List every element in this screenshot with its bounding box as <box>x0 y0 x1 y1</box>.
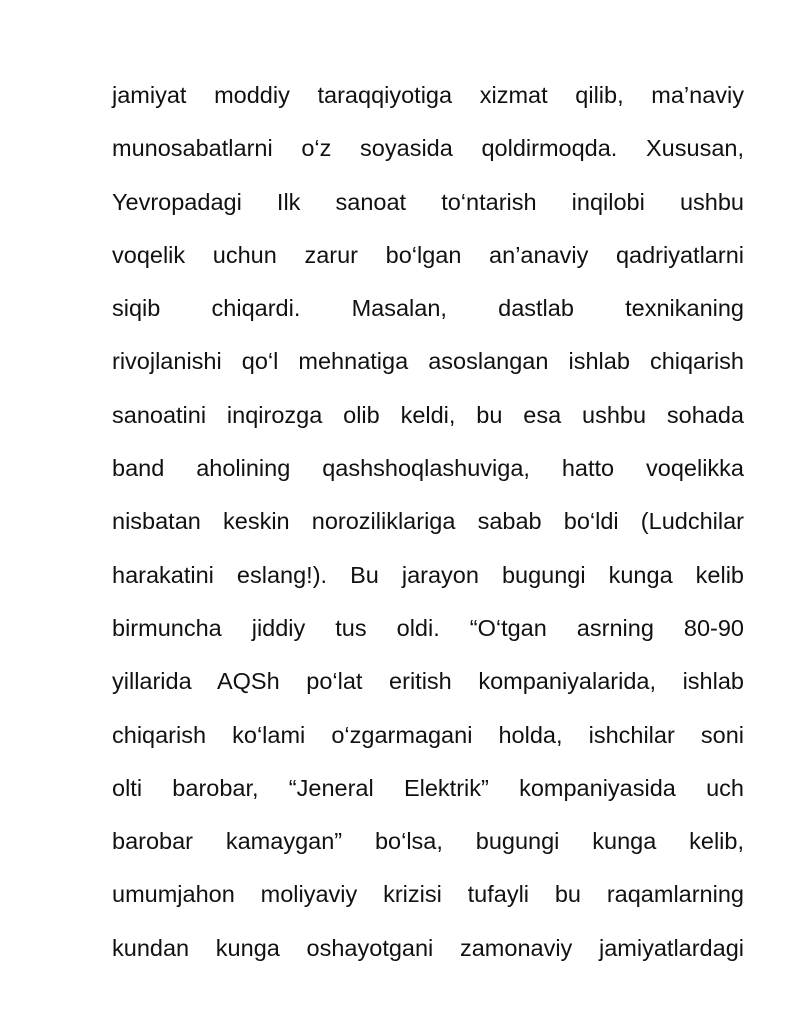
text-line-10: harakatini eslang!). Bu jarayon bugungi kunga kelib <box>112 561 744 588</box>
body-paragraph <box>112 73 744 979</box>
text-line-11: birmuncha jiddiy tus oldi. “O‘tgan asrning 80-90 <box>112 614 744 641</box>
text-line-17: kundan kunga oshayotgani zamonaviy jamiyatlardagi <box>112 934 744 961</box>
text-line-15: barobar kamaygan” bo‘lsa, bugungi kunga kelib, <box>112 828 744 855</box>
text-line-8: band aholining qashshoqlashuviga, hatto voqelikka <box>112 455 744 482</box>
text-line-5: siqib chiqardi. Masalan, dastlab texnikaning <box>112 295 744 322</box>
text-line-9: nisbatan keskin noroziliklariga sabab bo‘ldi (Ludchilar <box>112 508 744 535</box>
text-line-2: munosabatlarni o‘z soyasida qoldirmoqda. Xususan, <box>112 135 744 162</box>
text-line-13: chiqarish ko‘lami o‘zgarmagani holda, ishchilar soni <box>112 721 744 748</box>
text-line-4: voqelik uchun zarur bo‘lgan an’anaviy qadriyatlarni <box>112 241 744 268</box>
text-line-14: olti barobar, “Jeneral Elektrik” kompaniyasida uch <box>112 774 744 801</box>
text-line-6: rivojlanishi qo‘l mehnatiga asoslangan ishlab chiqarish <box>112 348 744 375</box>
text-line-1: jamiyat moddiy taraqqiyotiga xizmat qilib, ma’naviy <box>112 82 744 108</box>
text-line-12: yillarida AQSh po‘lat eritish kompaniyalarida, ishlab <box>112 668 744 695</box>
text-line-16: umumjahon moliyaviy krizisi tufayli bu raqamlarning <box>112 881 744 908</box>
text-line-7: sanoatini inqirozga olib keldi, bu esa ushbu sohada <box>112 401 744 428</box>
text-line-3: Yevropadagi Ilk sanoat to‘ntarish inqilobi ushbu <box>112 188 744 215</box>
